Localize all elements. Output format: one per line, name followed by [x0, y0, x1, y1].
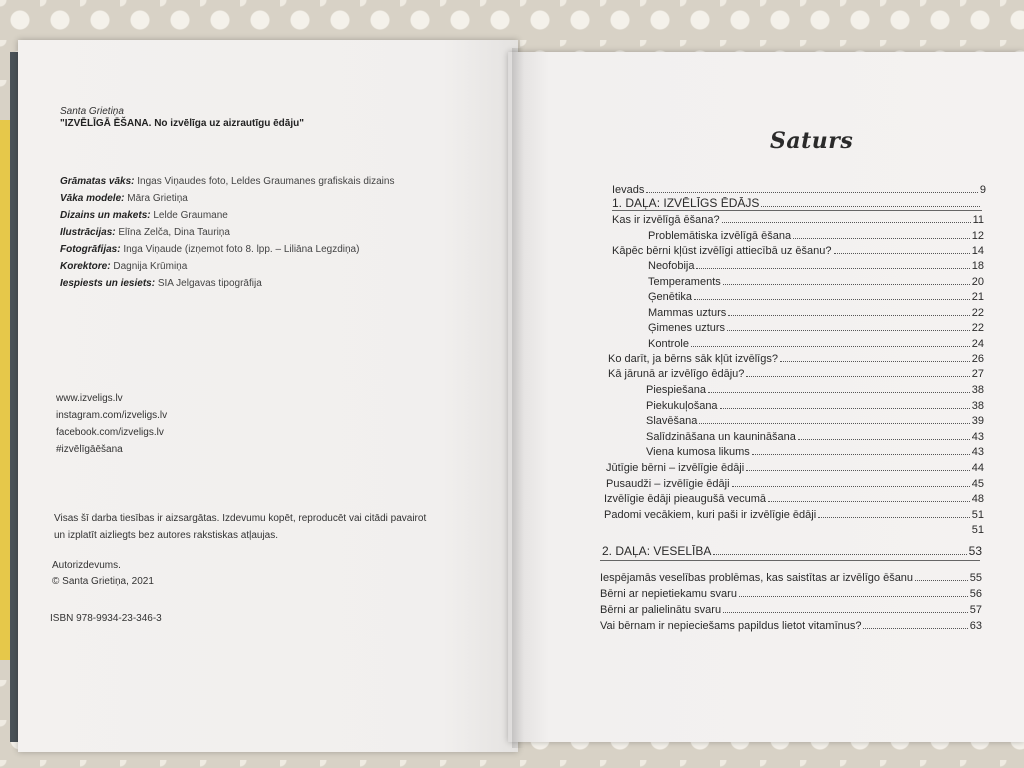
toc-section-row[interactable]	[612, 196, 982, 210]
toc-entry-title: Pusaudži – izvēlīgie ēdāji	[606, 478, 730, 490]
toc-entry-title: Ievads	[612, 184, 645, 196]
toc-leader	[646, 192, 977, 193]
toc-page-number: 63	[969, 620, 982, 632]
toc-page-number: 57	[969, 604, 982, 616]
toc-page-number: 45	[971, 478, 984, 490]
section-rule	[600, 560, 980, 561]
instagram-link[interactable]: instagram.com/izveligs.lv	[56, 410, 168, 421]
toc-entry-title: Ko darīt, ja bērns sāk kļūt izvēlīgs?	[608, 353, 778, 365]
toc-entry-title: Kas ir izvēlīgā ēšana?	[612, 214, 720, 226]
toc-leader	[728, 315, 970, 316]
toc-entry-title: Jūtīgie bērni – izvēlīgie ēdāji	[606, 462, 745, 474]
credit-line	[60, 244, 359, 255]
credit-label: Fotogrāfijas:	[60, 244, 121, 255]
toc-leader	[722, 222, 971, 223]
toc-leader	[746, 470, 970, 471]
toc-row[interactable]	[648, 289, 984, 303]
toc-leader	[834, 253, 970, 254]
credit-label: Ilustrācijas:	[60, 227, 116, 238]
toc-row[interactable]	[612, 243, 984, 257]
toc-entry-title: Piekukuļošana	[646, 400, 718, 412]
toc-leader	[713, 554, 966, 555]
toc-row[interactable]	[646, 398, 984, 412]
toc-entry-title: Bērni ar nepietiekamu svaru	[600, 588, 737, 600]
rights-line: Visas šī darba tiesības ir aizsargātas. Izdevumu kopēt, reproducēt vai citādi pavairot	[54, 513, 427, 524]
credit-value: Ingas Viņaudes foto, Leldes Graumanes grafiskais dizains	[137, 176, 395, 187]
credit-line	[60, 278, 262, 289]
toc-leader	[780, 361, 970, 362]
toc-row[interactable]	[648, 274, 984, 288]
credit-value: Inga Viņaude (izņemot foto 8. lpp. – Liliāna Legzdiņa)	[123, 244, 360, 255]
toc-page-number: 43	[971, 431, 984, 443]
toc-leader	[720, 408, 970, 409]
credit-label: Grāmatas vāks:	[60, 176, 135, 187]
toc-page-number: 55	[969, 572, 982, 584]
book-gutter	[512, 48, 524, 748]
toc-page-number: 18	[971, 260, 984, 272]
toc-page-number: 22	[971, 307, 984, 319]
toc-leader	[793, 238, 970, 239]
website-link[interactable]: www.izveligs.lv	[56, 393, 123, 404]
toc-entry-title: Padomi vecākiem, kuri paši ir izvēlīgie ēdāji	[604, 509, 817, 521]
toc-leader	[727, 330, 970, 331]
toc-entry-title: Viena kumosa likums	[646, 446, 750, 458]
toc-page-number: 22	[971, 322, 984, 334]
toc-entry-title: Izvēlīgie ēdāji pieaugušā vecumā	[604, 493, 767, 505]
toc-leader	[752, 454, 970, 455]
credit-line	[60, 210, 228, 221]
toc-row[interactable]	[646, 444, 984, 458]
toc-leader	[691, 346, 970, 347]
toc-page-number: 21	[971, 291, 984, 303]
credit-label: Dizains un makets:	[60, 210, 151, 221]
toc-row[interactable]	[648, 305, 984, 319]
toc-page-number: 39	[971, 415, 984, 427]
toc-row[interactable]	[604, 491, 984, 505]
toc-row[interactable]	[646, 429, 984, 443]
credit-line	[60, 261, 187, 272]
toc-row[interactable]	[600, 602, 982, 616]
hashtag: #izvēlīgāēšana	[56, 444, 123, 455]
toc-heading: Saturs	[770, 128, 854, 154]
section-rule	[612, 210, 982, 211]
toc-row[interactable]	[648, 258, 984, 272]
rights-line: un izplatīt aizliegts bez autores rakstiskas atļaujas.	[54, 530, 278, 541]
toc-entry-title: Kontrole	[648, 338, 689, 350]
toc-entry-title: 1. DAĻA: IZVĒLĪGS ĒDĀJS	[612, 196, 760, 210]
toc-leader	[768, 501, 970, 502]
copyright: © Santa Grietiņa, 2021	[52, 576, 154, 587]
toc-entry-title: 2. DAĻA: VESELĪBA	[602, 544, 712, 558]
credit-label: Vāka modele:	[60, 193, 125, 204]
credit-value: Elīna Zelča, Dina Tauriņa	[118, 227, 230, 238]
toc-section-row[interactable]	[602, 544, 982, 558]
toc-page-number: 53	[968, 544, 982, 558]
facebook-link[interactable]: facebook.com/izveligs.lv	[56, 427, 164, 438]
toc-row[interactable]	[606, 460, 984, 474]
toc-entry-title: Kāpēc bērni kļūst izvēlīgi attiecībā uz ēšanu?	[612, 245, 832, 257]
isbn: ISBN 978-9934-23-346-3	[50, 613, 162, 624]
toc-leader	[739, 596, 968, 597]
toc-entry-title: Vai bērnam ir nepieciešams papildus lietot vitamīnus?	[600, 620, 862, 632]
toc-page-number: 44	[971, 462, 984, 474]
toc-row[interactable]	[648, 228, 984, 242]
toc-page-number: 11	[972, 214, 984, 226]
credit-label: Iespiests un iesiets:	[60, 278, 156, 289]
toc-leader	[818, 517, 970, 518]
toc-row[interactable]	[600, 586, 982, 600]
toc-entry-title: Salīdzināšana un kaunināšana	[646, 431, 796, 443]
toc-row[interactable]	[646, 413, 984, 427]
toc-row[interactable]	[606, 476, 984, 490]
toc-entry-title: Neofobija	[648, 260, 695, 272]
credit-value: Dagnija Krūmiņa	[113, 261, 188, 272]
toc-entry-title: Piespiešana	[646, 384, 706, 396]
toc-row[interactable]	[600, 570, 982, 584]
toc-leader	[915, 580, 968, 581]
toc-page-number: 24	[971, 338, 984, 350]
toc-row[interactable]	[612, 182, 986, 196]
toc-leader	[699, 423, 969, 424]
toc-row[interactable]	[608, 366, 984, 380]
toc-page-number: 9	[979, 184, 986, 196]
right-page	[508, 52, 1024, 742]
toc-entry-title: Kā jārunā ar izvēlīgo ēdāju?	[608, 368, 745, 380]
toc-page-number: 27	[971, 368, 984, 380]
credit-value: SIA Jelgavas tipogrāfija	[157, 278, 262, 289]
cover-edge	[0, 120, 10, 660]
toc-page-number: 56	[969, 588, 982, 600]
toc-page-number: 14	[971, 245, 984, 257]
toc-page-number: 43	[971, 446, 984, 458]
credit-line	[60, 227, 230, 238]
toc-entry-title: Slavēšana	[646, 415, 698, 427]
toc-leader	[723, 612, 968, 613]
toc-leader	[798, 439, 970, 440]
publisher: Autorizdevums.	[52, 560, 121, 571]
toc-row[interactable]	[646, 382, 984, 396]
toc-row[interactable]	[608, 351, 984, 365]
toc-page-number: 48	[971, 493, 984, 505]
toc-row[interactable]	[648, 336, 984, 350]
toc-leader	[732, 486, 970, 487]
toc-page-number: 20	[971, 276, 984, 288]
author-name: Santa Grietiņa	[60, 106, 124, 117]
toc-leader	[723, 284, 970, 285]
credit-line	[60, 176, 394, 187]
toc-page-number: 38	[971, 400, 984, 412]
credit-value: Māra Grietiņa	[127, 193, 188, 204]
toc-page-number: 26	[971, 353, 984, 365]
toc-leader	[761, 206, 980, 207]
credit-value: Lelde Graumane	[153, 210, 228, 221]
toc-entry-title: Bērni ar palielinātu svaru	[600, 604, 722, 616]
toc-row[interactable]	[604, 507, 984, 521]
toc-row[interactable]	[604, 522, 984, 536]
toc-leader	[694, 299, 970, 300]
toc-row[interactable]	[600, 618, 982, 632]
toc-entry-title: Iespējamās veselības problēmas, kas saistītas ar izvēlīgo ēšanu	[600, 572, 914, 584]
credit-line	[60, 193, 188, 204]
toc-entry-title: Ģenētika	[648, 291, 693, 303]
book-title: "IZVĒLĪGĀ ĒŠANA. No izvēlīga uz aizrautīgu ēdāju"	[60, 118, 304, 129]
credit-label: Korektore:	[60, 261, 111, 272]
toc-page-number: 51	[971, 524, 984, 536]
toc-page-number: 38	[971, 384, 984, 396]
toc-entry-title: Ģimenes uzturs	[648, 322, 726, 334]
toc-leader	[746, 376, 969, 377]
toc-row[interactable]	[648, 320, 984, 334]
toc-entry-title: Temperaments	[648, 276, 721, 288]
toc-entry-title: Problemātiska izvēlīgā ēšana	[648, 230, 792, 242]
toc-leader	[696, 268, 969, 269]
toc-leader	[863, 628, 967, 629]
toc-leader	[708, 392, 970, 393]
toc-row[interactable]	[612, 212, 984, 226]
toc-page-number: 12	[971, 230, 984, 242]
toc-entry-title: Mammas uzturs	[648, 307, 727, 319]
toc-page-number: 51	[971, 509, 984, 521]
